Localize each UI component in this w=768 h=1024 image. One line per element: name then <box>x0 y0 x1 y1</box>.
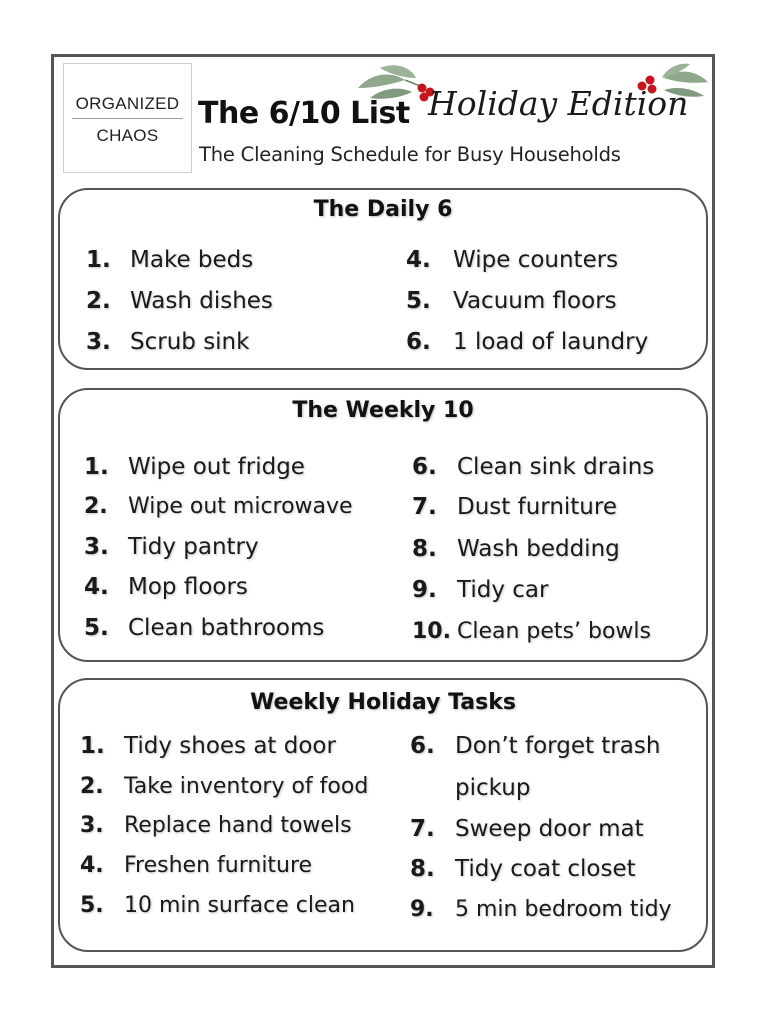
list-item <box>84 494 353 519</box>
item-text: Make beds <box>130 247 254 273</box>
item-text: Freshen furniture <box>124 853 313 878</box>
item-number: 9. <box>412 577 437 603</box>
list-item <box>80 733 336 759</box>
logo-divider <box>72 118 183 119</box>
item-number: 6. <box>412 454 437 480</box>
list-item <box>412 454 654 480</box>
list-item <box>412 494 617 520</box>
item-text: Don’t forget trash <box>455 733 661 759</box>
item-text: Wipe counters <box>453 247 619 273</box>
item-text: Tidy coat closet <box>455 856 636 882</box>
list-item <box>86 288 273 314</box>
list-item <box>84 534 259 560</box>
item-text: Wash dishes <box>130 288 273 314</box>
item-text: Clean bathrooms <box>128 615 325 641</box>
item-text: Tidy shoes at door <box>124 733 336 759</box>
list-item <box>412 577 548 603</box>
item-text: Tidy pantry <box>128 534 259 560</box>
list-item <box>86 329 249 355</box>
holiday-tasks-title: Weekly Holiday Tasks <box>250 690 516 715</box>
item-text: Sweep door mat <box>455 816 644 842</box>
daily-six-title: The Daily 6 <box>313 197 453 222</box>
item-number: 5. <box>84 615 109 641</box>
list-item <box>412 619 651 644</box>
item-text: Dust furniture <box>457 494 617 520</box>
item-text: Wipe out fridge <box>128 454 305 480</box>
list-item <box>80 893 355 918</box>
list-item <box>406 288 617 314</box>
daily-six-panel <box>58 188 708 370</box>
list-item <box>406 329 648 355</box>
item-number: 7. <box>410 816 435 842</box>
item-number: 8. <box>410 856 435 882</box>
item-number: 9. <box>410 897 434 922</box>
item-text: 10 min surface clean <box>124 893 355 918</box>
logo-line-2: CHAOS <box>96 126 159 145</box>
logo-line-1: ORGANIZED <box>75 94 180 113</box>
item-number: 4. <box>80 853 104 878</box>
item-text: Mop floors <box>128 574 248 600</box>
item-number: 7. <box>412 494 437 520</box>
item-number: 2. <box>80 774 104 799</box>
item-number: 5. <box>80 893 104 918</box>
item-text: Clean pets’ bowls <box>457 619 651 644</box>
list-item <box>80 813 352 838</box>
item-number: 10. <box>412 619 451 644</box>
list-item <box>410 733 660 759</box>
list-item <box>84 454 305 480</box>
holiday-edition-script: Holiday Edition <box>428 84 689 123</box>
page-subtitle: The Cleaning Schedule for Busy Households <box>199 143 621 166</box>
list-item <box>406 247 618 273</box>
item-text: Wash bedding <box>457 536 620 562</box>
list-item <box>86 247 253 273</box>
item-text: Wipe out microwave <box>128 494 353 519</box>
item-text: pickup <box>455 775 531 801</box>
item-number: 8. <box>412 536 437 562</box>
item-text: Clean sink drains <box>457 454 655 480</box>
item-number: 4. <box>406 247 431 273</box>
holiday-tasks-panel <box>58 678 708 952</box>
list-item <box>84 615 324 641</box>
item-text: 5 min bedroom tidy <box>455 897 672 922</box>
item-number: 3. <box>80 813 104 838</box>
item-number: 3. <box>84 534 109 560</box>
item-number: 2. <box>84 494 108 519</box>
weekly-ten-title: The Weekly 10 <box>292 398 474 423</box>
item-number: 1. <box>86 247 111 273</box>
item-number: 1. <box>80 733 105 759</box>
item-number: 5. <box>406 288 431 314</box>
item-number: 6. <box>406 329 431 355</box>
organized-chaos-logo <box>63 63 192 173</box>
list-item <box>410 856 636 882</box>
list-item <box>80 774 368 799</box>
list-item <box>410 897 672 922</box>
item-text: Vacuum floors <box>453 288 617 314</box>
item-text: Tidy car <box>457 577 549 603</box>
item-number: 4. <box>84 574 109 600</box>
item-text: 1 load of laundry <box>453 329 649 355</box>
list-item <box>84 574 248 600</box>
list-item <box>80 853 312 878</box>
item-text: Take inventory of food <box>124 774 369 799</box>
item-number: 2. <box>86 288 111 314</box>
list-item <box>410 816 644 842</box>
item-number: 1. <box>84 454 109 480</box>
list-item-continuation <box>455 775 530 801</box>
item-text: Scrub sink <box>130 329 250 355</box>
weekly-ten-panel <box>58 388 708 662</box>
item-text: Replace hand towels <box>124 813 352 838</box>
page-title: The 6/10 List <box>198 96 410 131</box>
item-number: 6. <box>410 733 435 759</box>
list-item <box>412 536 620 562</box>
item-number: 3. <box>86 329 111 355</box>
